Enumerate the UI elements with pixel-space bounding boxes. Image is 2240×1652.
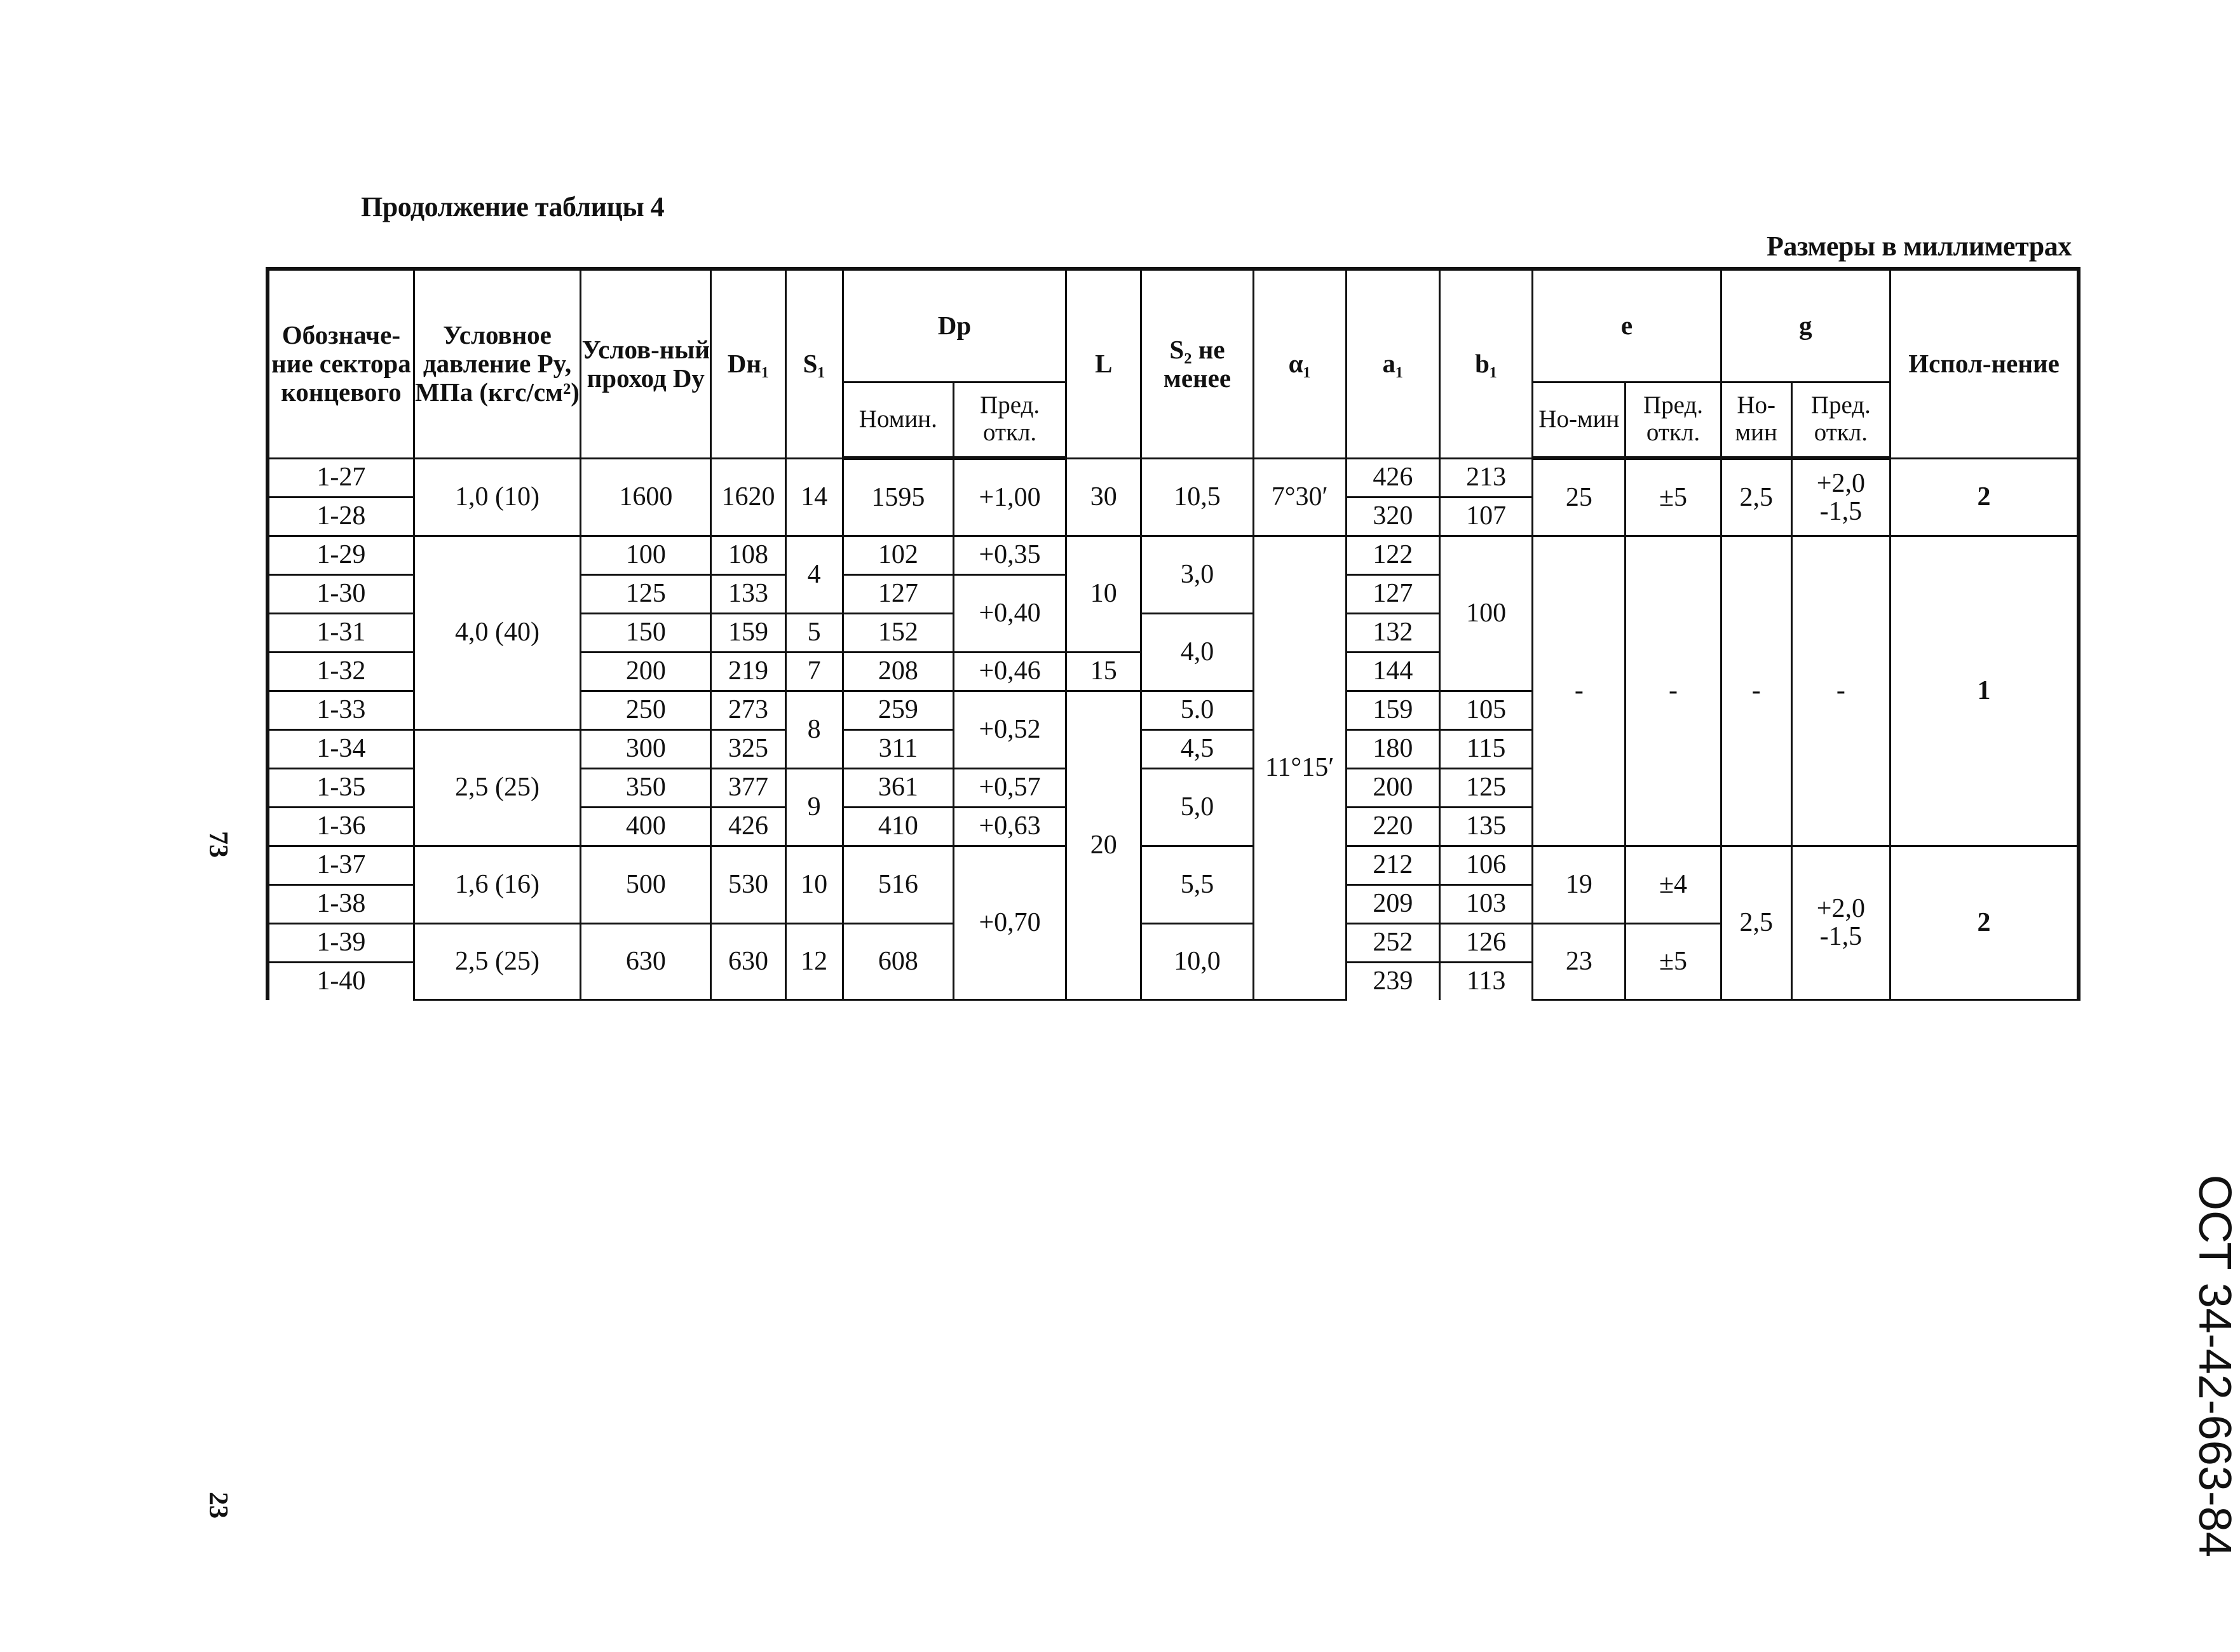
cell-dp-nominal: 608	[843, 923, 953, 1000]
cell-dp-nominal: 410	[843, 807, 953, 846]
cell-s2: 10,0	[1141, 923, 1253, 1000]
cell-e-nominal: 23	[1533, 923, 1626, 1000]
cell-s1: 10	[785, 846, 843, 923]
table-caption: Продолжение таблицы 4	[361, 191, 665, 222]
table-row	[268, 846, 2079, 884]
cell-dn1: 108	[711, 536, 785, 574]
cell-s1: 5	[785, 613, 843, 652]
cell-e-tolerance: -	[1626, 536, 1721, 846]
header-g: g	[1721, 269, 1890, 382]
cell-dp-nominal: 259	[843, 691, 953, 729]
cell-l: 15	[1066, 652, 1141, 691]
cell-dn1: 530	[711, 846, 785, 923]
cell-s1: 9	[785, 768, 843, 846]
cell-dn1: 325	[711, 729, 785, 768]
cell-designation: 1-40	[268, 962, 414, 1000]
cell-passage: 630	[581, 923, 711, 1000]
cell-e-nominal: -	[1533, 536, 1626, 846]
header-execution: Испол-нение	[1890, 269, 2079, 458]
cell-designation: 1-38	[268, 884, 414, 923]
cell-b1: 113	[1440, 962, 1533, 1000]
cell-dn1: 377	[711, 768, 785, 807]
cell-execution: 2	[1890, 458, 2079, 536]
cell-dn1: 1620	[711, 458, 785, 536]
header-g-tolerance: Пред. откл.	[1791, 382, 1890, 458]
cell-dn1: 273	[711, 691, 785, 729]
cell-b1: 126	[1440, 923, 1533, 962]
cell-b1: 105	[1440, 691, 1533, 729]
cell-a1: 132	[1346, 613, 1439, 652]
cell-passage: 300	[581, 729, 711, 768]
cell-s1: 14	[785, 458, 843, 536]
header-s1: S₁	[785, 269, 843, 458]
cell-b1: 213	[1440, 458, 1533, 497]
header-dp: Dp	[843, 269, 1066, 382]
cell-alpha1: 11°15′	[1253, 536, 1346, 1000]
cell-designation: 1-30	[268, 574, 414, 613]
cell-s2: 5,0	[1141, 768, 1253, 846]
cell-alpha1: 7°30′	[1253, 458, 1346, 536]
cell-passage: 350	[581, 768, 711, 807]
cell-designation: 1-28	[268, 497, 414, 536]
cell-dp-tolerance: +0,40	[953, 574, 1066, 652]
cell-s2: 3,0	[1141, 536, 1253, 613]
cell-dp-nominal: 311	[843, 729, 953, 768]
cell-l: 30	[1066, 458, 1141, 536]
cell-designation: 1-39	[268, 923, 414, 962]
dimensions-table	[266, 267, 2080, 1001]
header-g-nominal: Но-мин	[1721, 382, 1791, 458]
cell-a1: 127	[1346, 574, 1439, 613]
cell-s2: 5,5	[1141, 846, 1253, 923]
cell-dp-nominal: 102	[843, 536, 953, 574]
cell-dp-nominal: 1595	[843, 458, 953, 536]
cell-designation: 1-37	[268, 846, 414, 884]
cell-s2: 4,5	[1141, 729, 1253, 768]
header-dp-nominal: Номин.	[843, 382, 953, 458]
cell-designation: 1-34	[268, 729, 414, 768]
cell-dp-nominal: 361	[843, 768, 953, 807]
cell-g-nominal: 2,5	[1721, 846, 1791, 1000]
cell-dp-tolerance: +0,35	[953, 536, 1066, 574]
cell-dp-nominal: 208	[843, 652, 953, 691]
cell-b1: 107	[1440, 497, 1533, 536]
header-e: e	[1533, 269, 1721, 382]
cell-b1: 103	[1440, 884, 1533, 923]
cell-g-nominal: 2,5	[1721, 458, 1791, 536]
header-dp-tolerance: Пред. откл.	[953, 382, 1066, 458]
cell-passage: 150	[581, 613, 711, 652]
cell-pressure: 2,5 (25)	[414, 729, 580, 846]
cell-e-nominal: 19	[1533, 846, 1626, 923]
cell-g-tolerance: +2,0 -1,5	[1791, 846, 1890, 1000]
cell-execution: 2	[1890, 846, 2079, 1000]
cell-dn1: 426	[711, 807, 785, 846]
header-b1: b₁	[1440, 269, 1533, 458]
side-page-number-bottom: 23	[203, 1492, 233, 1519]
cell-l: 10	[1066, 536, 1141, 652]
cell-dp-tolerance: +0,52	[953, 691, 1066, 768]
cell-a1: 180	[1346, 729, 1439, 768]
cell-pressure: 1,6 (16)	[414, 846, 580, 923]
cell-a1: 122	[1346, 536, 1439, 574]
header-alpha1: α₁	[1253, 269, 1346, 458]
cell-execution: 1	[1890, 536, 2079, 846]
cell-g-nominal: -	[1721, 536, 1791, 846]
cell-a1: 252	[1346, 923, 1439, 962]
cell-dn1: 133	[711, 574, 785, 613]
cell-designation: 1-31	[268, 613, 414, 652]
cell-passage: 100	[581, 536, 711, 574]
cell-dp-nominal: 516	[843, 846, 953, 923]
cell-passage: 125	[581, 574, 711, 613]
units-note: Размеры в миллиметрах	[1767, 231, 2072, 262]
header-s2: S₂ не менее	[1141, 269, 1253, 458]
cell-designation: 1-32	[268, 652, 414, 691]
cell-designation: 1-27	[268, 458, 414, 497]
cell-dn1: 630	[711, 923, 785, 1000]
cell-dp-nominal: 127	[843, 574, 953, 613]
cell-l: 20	[1066, 691, 1141, 1000]
cell-dp-tolerance: +0,63	[953, 807, 1066, 846]
cell-dp-tolerance: +0,46	[953, 652, 1066, 691]
cell-dn1: 219	[711, 652, 785, 691]
cell-s1: 12	[785, 923, 843, 1000]
cell-dp-tolerance: +0,57	[953, 768, 1066, 807]
table-row	[268, 458, 2079, 497]
cell-e-nominal: 25	[1533, 458, 1626, 536]
cell-a1: 320	[1346, 497, 1439, 536]
header-passage: Услов-ный проход Dy	[581, 269, 711, 458]
cell-pressure: 2,5 (25)	[414, 923, 580, 1000]
cell-a1: 220	[1346, 807, 1439, 846]
cell-s1: 8	[785, 691, 843, 768]
cell-a1: 212	[1346, 846, 1439, 884]
cell-a1: 209	[1346, 884, 1439, 923]
header-designation: Обозначе-ние сектора концевого	[268, 269, 414, 458]
cell-b1: 100	[1440, 536, 1533, 691]
cell-passage: 500	[581, 846, 711, 923]
cell-s2: 10,5	[1141, 458, 1253, 536]
cell-a1: 239	[1346, 962, 1439, 1000]
header-e-nominal: Но-мин	[1533, 382, 1626, 458]
cell-e-tolerance: ±5	[1626, 923, 1721, 1000]
cell-b1: 135	[1440, 807, 1533, 846]
cell-s2: 4,0	[1141, 613, 1253, 691]
cell-e-tolerance: ±4	[1626, 846, 1721, 923]
cell-dp-nominal: 152	[843, 613, 953, 652]
cell-pressure: 1,0 (10)	[414, 458, 580, 536]
cell-a1: 159	[1346, 691, 1439, 729]
cell-dp-tolerance: +0,70	[953, 846, 1066, 1000]
cell-passage: 1600	[581, 458, 711, 536]
cell-passage: 250	[581, 691, 711, 729]
header-dn1: Dн₁	[711, 269, 785, 458]
cell-passage: 200	[581, 652, 711, 691]
cell-designation: 1-36	[268, 807, 414, 846]
side-page-number-top: 73	[203, 831, 233, 858]
cell-passage: 400	[581, 807, 711, 846]
cell-s1: 4	[785, 536, 843, 613]
cell-s2: 5.0	[1141, 691, 1253, 729]
cell-e-tolerance: ±5	[1626, 458, 1721, 536]
document-code: ОСТ 34-42-663-84	[2189, 1175, 2240, 1557]
header-a1: a₁	[1346, 269, 1439, 458]
cell-pressure: 4,0 (40)	[414, 536, 580, 729]
cell-b1: 106	[1440, 846, 1533, 884]
cell-g-tolerance: -	[1791, 536, 1890, 846]
cell-b1: 115	[1440, 729, 1533, 768]
cell-designation: 1-29	[268, 536, 414, 574]
cell-dp-tolerance: +1,00	[953, 458, 1066, 536]
cell-designation: 1-33	[268, 691, 414, 729]
header-pressure: Условное давление Py, МПа (кгс/см²)	[414, 269, 580, 458]
cell-a1: 426	[1346, 458, 1439, 497]
cell-dn1: 159	[711, 613, 785, 652]
cell-s1: 7	[785, 652, 843, 691]
cell-b1: 125	[1440, 768, 1533, 807]
cell-a1: 200	[1346, 768, 1439, 807]
table-row	[268, 536, 2079, 574]
header-l: L	[1066, 269, 1141, 458]
cell-g-tolerance: +2,0 -1,5	[1791, 458, 1890, 536]
cell-a1: 144	[1346, 652, 1439, 691]
header-e-tolerance: Пред. откл.	[1626, 382, 1721, 458]
cell-designation: 1-35	[268, 768, 414, 807]
